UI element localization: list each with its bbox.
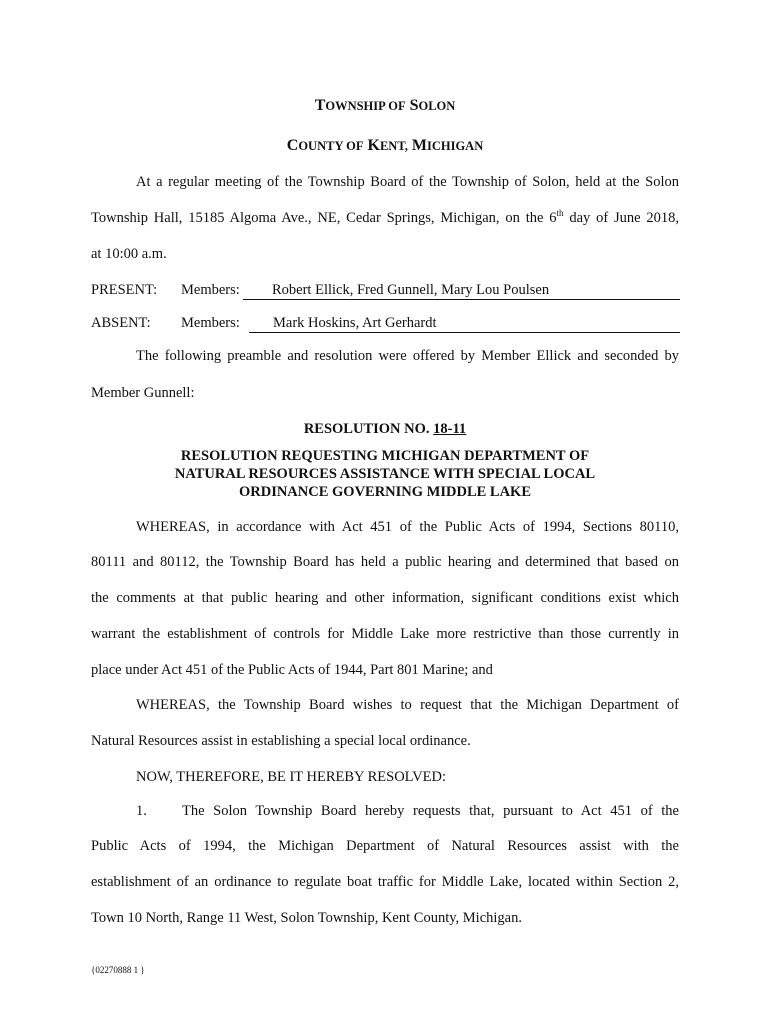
whereas1-line-4: warrant the establishment of controls for Middle Lake more restrictive than those currently in xyxy=(91,626,679,642)
present-names-field xyxy=(243,281,680,300)
whereas2-line-1: WHEREAS, the Township Board wishes to request that the Michigan Department of xyxy=(136,697,679,713)
present-members-label: Members: xyxy=(181,282,240,298)
whereas1-line-3: the comments at that public hearing and other information, significant conditions exist which xyxy=(91,590,679,606)
item-line-3: establishment of an ordinance to regulate boat traffic for Middle Lake, located within Section 2, xyxy=(91,874,679,890)
absent-members-label: Members: xyxy=(181,315,240,331)
absent-names: Mark Hoskins, Art Gerhardt xyxy=(273,315,437,331)
whereas1-line-5: place under Act 451 of the Public Acts of 1944, Part 801 Marine; and xyxy=(91,662,493,678)
resolution-title-line-2: NATURAL RESOURCES ASSISTANCE WITH SPECIAL LOCAL xyxy=(174,466,596,482)
resolved-heading: NOW, THEREFORE, BE IT HEREBY RESOLVED: xyxy=(136,769,447,785)
intro-line-3: at 10:00 a.m. xyxy=(91,246,167,262)
item-line-2: Public Acts of 1994, the Michigan Department of Natural Resources assist with the xyxy=(91,838,679,854)
whereas2-line-2: Natural Resources assist in establishing a special local ordinance. xyxy=(91,733,471,749)
item-line-1: The Solon Township Board hereby requests that, pursuant to Act 451 of the xyxy=(182,803,679,819)
resolution-title-line-1: RESOLUTION REQUESTING MICHIGAN DEPARTMENT OF xyxy=(180,448,590,464)
item-number: 1. xyxy=(136,803,147,819)
whereas1-line-1: WHEREAS, in accordance with Act 451 of the Public Acts of 1994, Sections 80110, xyxy=(136,519,679,535)
present-label: PRESENT: xyxy=(91,282,158,298)
intro-line-1: At a regular meeting of the Township Board of the Township of Solon, held at the Solon xyxy=(136,174,679,190)
resolution-title-line-3: ORDINANCE GOVERNING MIDDLE LAKE xyxy=(238,484,532,500)
intro-line-2: Township Hall, 15185 Algoma Ave., NE, Cedar Springs, Michigan, on the 6th day of June 2018, xyxy=(91,208,680,226)
absent-names-field xyxy=(249,314,680,333)
document-id-footer: {02270888 1 } xyxy=(91,965,145,975)
item-line-4: Town 10 North, Range 11 West, Solon Township, Kent County, Michigan. xyxy=(91,910,522,926)
present-names: Robert Ellick, Fred Gunnell, Mary Lou Poulsen xyxy=(272,282,550,298)
county-title: COUNTY OF KENT, MICHIGAN xyxy=(286,137,484,154)
resolution-number: RESOLUTION NO. 18-11 xyxy=(303,421,467,437)
preamble-line-1: The following preamble and resolution were offered by Member Ellick and seconded by xyxy=(136,348,679,364)
absent-label: ABSENT: xyxy=(91,315,151,331)
township-title: TOWNSHIP OF SOLON xyxy=(314,97,456,114)
whereas1-line-2: 80111 and 80112, the Township Board has held a public hearing and determined that based on xyxy=(91,554,679,570)
preamble-line-2: Member Gunnell: xyxy=(91,385,195,401)
